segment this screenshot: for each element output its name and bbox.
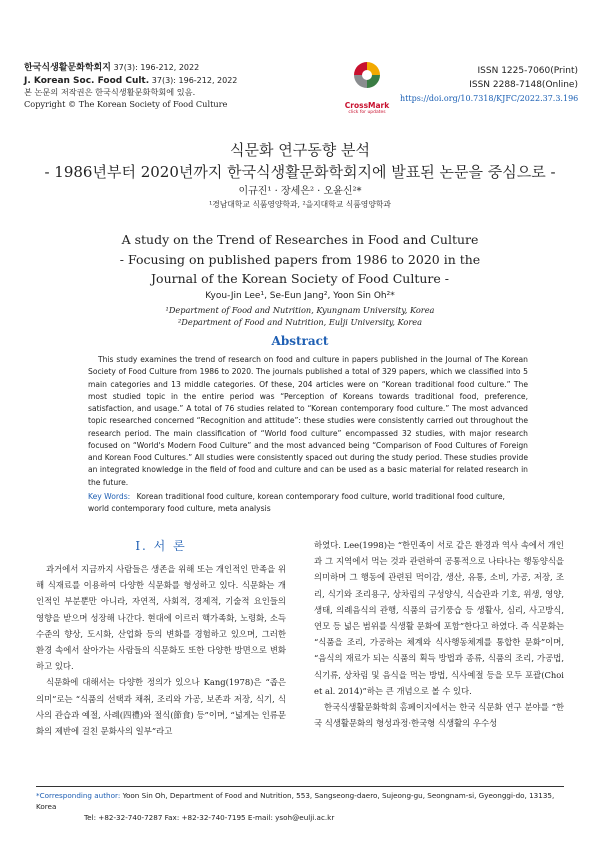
title-en-line2: - Focusing on published papers from 1986 to 2020 in the — [119, 251, 481, 267]
paragraph: 식문화에 대해서는 다양한 정의가 있으나 Kang(1978)은 “좁은 의미”로는 “식품의 선택과 채취, 조리와 가공, 보존과 저장, 식기, 식사의 관습과 예절, 사례(四禮)와 절식(節食) 등”이며, “넓게는 인류문화의 제반에 걸친 문화사의 일부”라고 — [36, 677, 286, 737]
title-ko-sub: - 1986년부터 2020년까지 한국식생활문화학회지에 발표된 논문을 중심으로 - — [44, 163, 556, 181]
crossmark-label: CrossMark — [344, 101, 390, 110]
affiliation-en-2: ²Department of Food and Nutrition, Eulji University, Korea — [178, 317, 422, 327]
issn-print: ISSN 1225-7060(Print) — [477, 66, 578, 76]
title-ko-main: 식문화 연구동향 분석 — [230, 141, 370, 159]
corresponding-label: *Corresponding author: — [36, 791, 121, 800]
affiliation-ko: ¹경남대학교 식품영양학과, ²을지대학교 식품영양학과 — [209, 200, 391, 209]
paragraph: 과거에서 지금까지 사람들은 생존을 위해 또는 개인적인 만족을 위해 식재료를 이용하여 다양한 식문화를 형성하고 있다. 식문화는 개인적인 부분뿐만 아니라, 자연적, 사회적, 경제적, 기술적 요인들의 영향을 받으며 성장해 나간다. 현대에 이르러 핵가족화, 노령화, 소득수준의 향상, 도시화, 산업화 등의 변화를 경험하고 있으며, 그러한 환경 속에서 살아가는 사람들의 식문화도 또한 다양한 방면으로 변화하고 있다. — [36, 564, 286, 672]
keywords — [88, 491, 528, 515]
affiliation-en-1: ¹Department of Food and Nutrition, Kyungnam University, Korea — [165, 305, 435, 315]
authors-en: Kyou-Jin Lee¹, Se-Eun Jang², Yoon Sin Oh²* — [205, 291, 395, 301]
affiliation-en — [0, 304, 600, 328]
footer-divider — [36, 786, 564, 787]
authors-ko: 이규진¹ · 장세은² · 오윤신²* — [238, 186, 362, 197]
copyright-ko: 본 논문의 저작권은 한국식생활문화학회에 있음. — [24, 87, 196, 97]
crossmark-icon — [352, 60, 382, 96]
corresponding-author — [36, 790, 576, 823]
abstract-heading: Abstract — [271, 334, 329, 348]
body-column-right — [314, 537, 564, 731]
journal-name-en: J. Korean Soc. Food Cult. — [24, 75, 150, 86]
doi-link[interactable]: https://doi.org/10.7318/KJFC/2022.37.3.196 — [400, 94, 579, 103]
issn-block — [400, 64, 578, 106]
journal-name-ko: 한국식생활문화학회지 — [24, 63, 111, 73]
journal-volume-en: 37(3): 196-212, 2022 — [151, 75, 238, 85]
keywords-list: Korean traditional food culture, korean contemporary food culture, world traditional food culture, world contemporary food culture, meta analysis — [88, 492, 505, 513]
crossmark-badge[interactable] — [337, 60, 397, 115]
paragraph: 하였다. Lee(1998)는 “한민족이 서로 같은 환경과 역사 속에서 개인과 그 지역에서 먹는 것과 관련하여 공통적으로 나타나는 행동양식을 의미하며 그 행동에 관련된 먹이감, 생산, 유통, 소비, 가공, 저장, 조리, 식기와 조리용구, 상차림의 구성양식, 식습관과 기호, 위생, 영양, 생태, 의례음식의 관행, 식품의 금기풍습 등 생활사, 심리, 사고방식, 연모 등 넓은 범위를 식생활 문화에 포함”한다고 하였다. 즉 식문화는 “식품을 조리, 가공하는 체계와 식사행동체계를 통합한 문화”이며, “음식의 재료가 되는 식품의 획득 방법과 종류, 식품의 조리, 가공법, 식기류, 상차림 및 음식을 먹는 방법, 식사예절 등을 모두 포괄(Choi et al. 2014)”하는 큰 개념으로 볼 수 있다. — [314, 540, 564, 696]
title-en-line1: A study on the Trend of Researches in Food and Culture — [121, 232, 479, 247]
journal-volume-ko: 37(3): 196-212, 2022 — [113, 63, 200, 72]
keywords-label: Key Words: — [88, 492, 131, 501]
title-en-line3: Journal of the Korean Society of Food Culture - — [151, 271, 449, 286]
paragraph: 한국식생활문화학회 홈페이지에서는 한국 식문화 연구 분야를 “한국 식생활문화의 형성과정·한국형 식생활의 우수성 — [314, 702, 564, 729]
corresponding-contact: Tel: +82-32-740-7287 Fax: +82-32-740-7195 E-mail: ysoh@eulji.ac.kr — [84, 813, 335, 822]
body-column-left — [36, 561, 286, 739]
title-en — [0, 230, 600, 289]
issn-online: ISSN 2288-7148(Online) — [469, 80, 578, 90]
title-ko — [0, 139, 600, 183]
corresponding-address: Yoon Sin Oh, Department of Food and Nutrition, 553, Sangseong-daero, Sujeong-gu, Seongnam-si, Gyeonggi-do, 13135, Korea — [36, 791, 555, 811]
crossmark-sub: click for updates — [348, 110, 386, 115]
section-title: Ⅰ. 서 론 — [135, 539, 187, 553]
copyright-en: Copyright © The Korean Society of Food Culture — [24, 98, 228, 109]
abstract-body: This study examines the trend of research on food and culture in papers published in the Journal of The Korean Society of Food Culture from 1986 to 2020. The journals published a total of 329 papers, which we classified into 5 main categories and 13 middle categories. Of these, 204 articles were on “Korean traditional food culture.” The most studied topic in the entire period was “Perception of Koreans towards traditional food, preference, satisfaction, and usage.” A total of 76 studies related to “Korean contemporary food culture.” The most advanced topic researched concerned “Recognition and attitude”: these studies were consistently carried out throughout the research period. The main classification of “World food culture” encompassed 32 studies, with major research focused on “World's Modern Food Culture” and the most advanced being “Comparison of Food Cultures of Foreign and Korean Food Cultures.” All studies were consistently spaced out during the study period. These studies provide an integrated knowledge in the field of food and culture and can be used as a basic material for related research in the future. — [88, 355, 528, 487]
journal-header — [24, 62, 284, 110]
